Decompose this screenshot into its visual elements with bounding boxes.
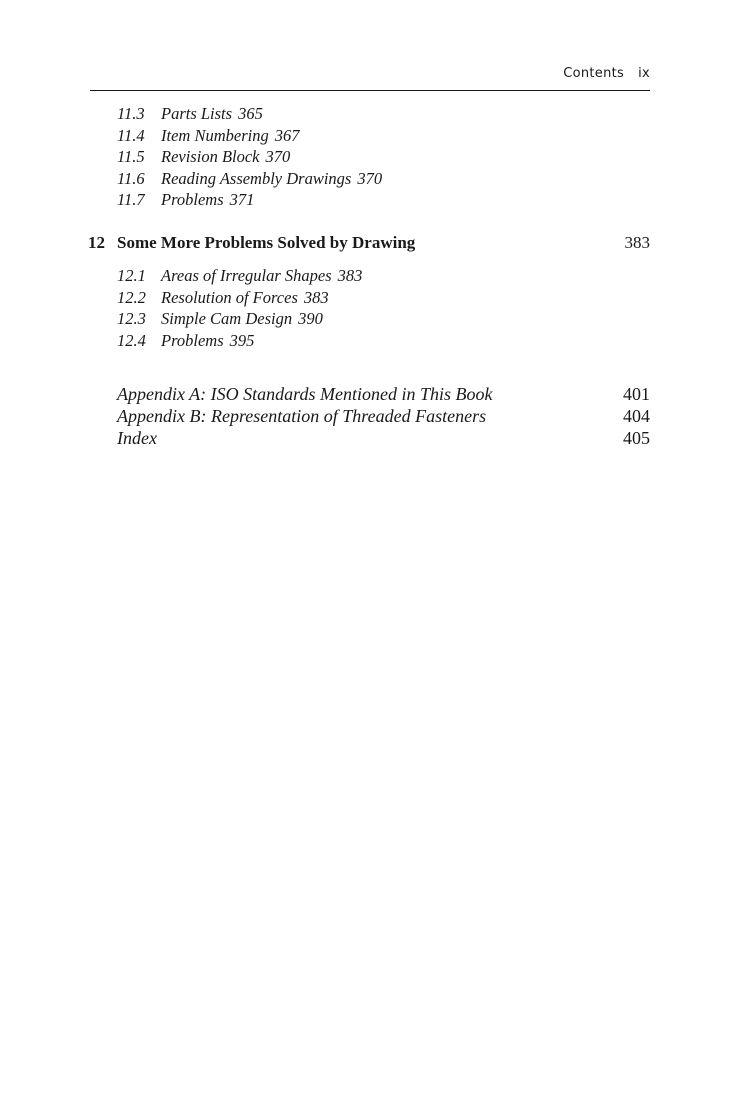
section-title: Problems	[161, 190, 224, 210]
header-rule	[90, 90, 650, 91]
section-number: 12.3	[117, 309, 146, 329]
section-page: 371	[229, 190, 255, 210]
appendix-title: Appendix B: Representation of Threaded Fasteners	[117, 406, 487, 426]
section-title: Problems	[161, 330, 224, 350]
section-page: 370	[265, 147, 291, 167]
chapter-number: 12	[88, 233, 105, 252]
section-title: Reading Assembly Drawings	[161, 168, 352, 188]
section-number: 11.3	[117, 104, 145, 123]
section-page: 383	[303, 287, 329, 307]
running-head	[90, 66, 650, 84]
section-number: 11.7	[117, 190, 145, 210]
toc-section-12-2	[117, 287, 329, 309]
running-head-title: Contents	[563, 66, 625, 81]
toc-section-11-4	[117, 125, 299, 147]
chapter-title: Some More Problems Solved by Drawing	[117, 233, 416, 252]
section-page: 367	[274, 125, 300, 145]
section-title: Simple Cam Design	[161, 309, 293, 329]
appendix-page: 401	[623, 384, 650, 404]
section-number: 12.4	[117, 330, 146, 350]
section-title: Areas of Irregular Shapes	[161, 266, 332, 285]
toc-section-12-3	[117, 308, 323, 330]
toc-appendix-b	[117, 405, 650, 427]
toc-chapter-12	[88, 232, 650, 254]
index-title: Index	[117, 428, 157, 448]
section-page: 365	[238, 104, 263, 123]
section-page: 383	[337, 266, 363, 285]
section-title: Revision Block	[161, 147, 260, 167]
index-page: 405	[623, 428, 650, 448]
section-title: Parts Lists	[161, 104, 233, 123]
appendix-page: 404	[623, 406, 650, 426]
toc-section-12-4	[117, 330, 254, 352]
running-head-page-number: ix	[638, 66, 650, 81]
toc-section-12-1	[117, 265, 362, 287]
toc-appendix-a	[117, 383, 650, 405]
section-page: 390	[298, 309, 323, 329]
toc-section-11-6	[117, 168, 382, 190]
section-page: 395	[229, 330, 255, 350]
section-number: 12.1	[117, 266, 146, 285]
section-number: 12.2	[117, 287, 146, 307]
toc-section-11-5	[117, 146, 290, 168]
section-page: 370	[357, 168, 383, 188]
section-number: 11.5	[117, 147, 145, 167]
toc-section-11-7	[117, 189, 254, 211]
appendix-title: Appendix A: ISO Standards Mentioned in This Book	[117, 384, 493, 404]
toc-section-11-3	[117, 103, 263, 125]
section-number: 11.6	[117, 168, 145, 188]
section-title: Resolution of Forces	[161, 287, 298, 307]
section-number: 11.4	[117, 125, 145, 145]
chapter-page: 383	[624, 233, 650, 252]
section-title: Item Numbering	[161, 125, 269, 145]
toc-index	[117, 427, 650, 449]
